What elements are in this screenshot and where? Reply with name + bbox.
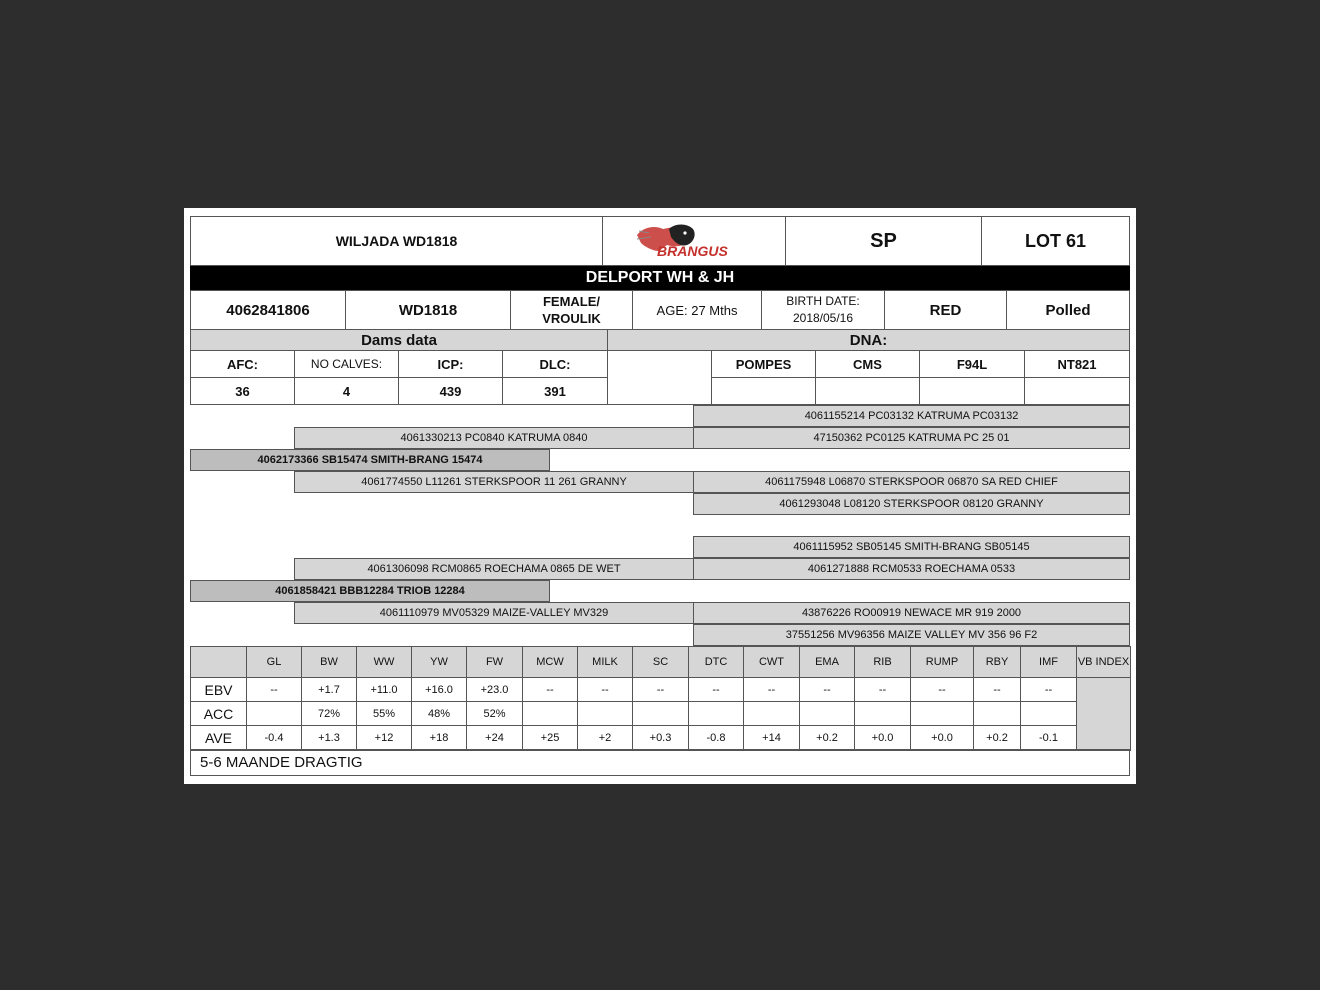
- ebv-value-cell: 72%: [301, 701, 357, 726]
- animal-tag: WD1818: [345, 290, 511, 330]
- nt821-value: [1024, 377, 1130, 405]
- ebv-value-cell: +0.0: [854, 725, 911, 751]
- sale-lot-card: [184, 208, 1136, 784]
- ebv-column-header: CWT: [743, 646, 800, 678]
- ebv-value-cell: [854, 701, 911, 726]
- ebv-column-header: WW: [356, 646, 412, 678]
- dams-data-title: Dams data: [190, 329, 608, 351]
- brangus-logo: [602, 216, 786, 266]
- ebv-value-cell: +25: [522, 725, 578, 751]
- lot-number: LOT 61: [981, 216, 1130, 266]
- dna-title: DNA:: [607, 329, 1130, 351]
- dlc-header: DLC:: [502, 350, 608, 378]
- ebv-value-cell: [577, 701, 633, 726]
- horn-status: Polled: [1006, 290, 1130, 330]
- ebv-column-header: MCW: [522, 646, 578, 678]
- no-calves-value: 4: [294, 377, 399, 405]
- pedigree-dam-dam-dam: 37551256 MV96356 MAIZE VALLEY MV 356 96 F2: [693, 624, 1130, 646]
- ebv-value-cell: [910, 701, 974, 726]
- ebv-value-cell: --: [1020, 677, 1077, 702]
- ebv-value-cell: --: [910, 677, 974, 702]
- pedigree-dam-sire: 4061306098 RCM0865 ROECHAMA 0865 DE WET: [294, 558, 694, 580]
- nt821-header: NT821: [1024, 350, 1130, 378]
- ebv-value-cell: --: [799, 677, 855, 702]
- pedigree-sire-dam-dam: 4061293048 L08120 STERKSPOOR 08120 GRANNY: [693, 493, 1130, 515]
- cms-value: [815, 377, 920, 405]
- ebv-value-cell: -0.8: [688, 725, 744, 751]
- ebv-value-cell: [522, 701, 578, 726]
- dna-blank-cell: [607, 350, 712, 405]
- pedigree-sire-dam: 4061774550 L11261 STERKSPOOR 11 261 GRANNY: [294, 471, 694, 493]
- ebv-value-cell: +0.2: [799, 725, 855, 751]
- pedigree-dam-dam-sire: 43876226 RO00919 NEWACE MR 919 2000: [693, 602, 1130, 624]
- ebv-value-cell: +11.0: [356, 677, 412, 702]
- ebv-value-cell: [743, 701, 800, 726]
- ebv-value-cell: --: [688, 677, 744, 702]
- ebv-column-header: DTC: [688, 646, 744, 678]
- ebv-column-header: EMA: [799, 646, 855, 678]
- ebv-column-header: SC: [632, 646, 689, 678]
- pompes-value: [711, 377, 816, 405]
- pedigree-sire-dam-sire: 4061175948 L06870 STERKSPOOR 06870 SA RED CHIEF: [693, 471, 1130, 493]
- pedigree-sire-sire-sire: 4061155214 PC03132 KATRUMA PC03132: [693, 405, 1130, 427]
- animal-id: 4062841806: [190, 290, 346, 330]
- ebv-value-cell: [1020, 701, 1077, 726]
- ebv-column-header: RUMP: [910, 646, 974, 678]
- breeder-name: DELPORT WH & JH: [190, 266, 1130, 290]
- pedigree-sire-sire-dam: 47150362 PC0125 KATRUMA PC 25 01: [693, 427, 1130, 449]
- ebv-value-cell: [799, 701, 855, 726]
- ebv-value-cell: --: [854, 677, 911, 702]
- ebv-column-header: IMF: [1020, 646, 1077, 678]
- birth-date-label: BIRTH DATE:: [786, 294, 860, 308]
- ebv-value-cell: +0.0: [910, 725, 974, 751]
- ebv-value-cell: +12: [356, 725, 412, 751]
- registration-code: SP: [785, 216, 982, 266]
- vb-index-header: VB INDEX: [1076, 646, 1131, 678]
- vb-index-value: [1076, 677, 1131, 751]
- pedigree-sire-sire: 4061330213 PC0840 KATRUMA 0840: [294, 427, 694, 449]
- birth-date-cell: [761, 290, 885, 330]
- ebv-row-label: EBV: [190, 677, 247, 702]
- ebv-value-cell: +14: [743, 725, 800, 751]
- f94l-header: F94L: [919, 350, 1025, 378]
- ebv-value-cell: --: [522, 677, 578, 702]
- pedigree-sire: 4062173366 SB15474 SMITH-BRANG 15474: [190, 449, 550, 471]
- ebv-value-cell: 52%: [466, 701, 523, 726]
- birth-date-value: 2018/05/16: [792, 311, 854, 325]
- animal-sex: FEMALE/ VROULIK: [510, 290, 633, 330]
- ebv-value-cell: -0.1: [1020, 725, 1077, 751]
- ebv-value-cell: +0.2: [973, 725, 1021, 751]
- ebv-value-cell: --: [577, 677, 633, 702]
- cms-header: CMS: [815, 350, 920, 378]
- animal-age: AGE: 27 Mths: [632, 290, 762, 330]
- comment: 5-6 MAANDE DRAGTIG: [190, 749, 1130, 776]
- dlc-value: 391: [502, 377, 608, 405]
- animal-colour: RED: [884, 290, 1007, 330]
- ebv-value-cell: 48%: [411, 701, 467, 726]
- ebv-corner-cell: [190, 646, 247, 678]
- ebv-row-label: ACC: [190, 701, 247, 726]
- icp-value: 439: [398, 377, 503, 405]
- ebv-row-label: AVE: [190, 725, 247, 751]
- ebv-value-cell: +2: [577, 725, 633, 751]
- ebv-value-cell: +18: [411, 725, 467, 751]
- logo-text: BRANGUS: [657, 243, 728, 259]
- ebv-column-header: BW: [301, 646, 357, 678]
- ebv-value-cell: -0.4: [246, 725, 302, 751]
- ebv-value-cell: +0.3: [632, 725, 689, 751]
- ebv-value-cell: +24: [466, 725, 523, 751]
- ebv-value-cell: [688, 701, 744, 726]
- ebv-value-cell: +1.7: [301, 677, 357, 702]
- ebv-value-cell: +23.0: [466, 677, 523, 702]
- ebv-column-header: MILK: [577, 646, 633, 678]
- afc-header: AFC:: [190, 350, 295, 378]
- animal-name: WILJADA WD1818: [190, 216, 603, 266]
- ebv-column-header: RBY: [973, 646, 1021, 678]
- ebv-column-header: YW: [411, 646, 467, 678]
- afc-value: 36: [190, 377, 295, 405]
- ebv-column-header: RIB: [854, 646, 911, 678]
- ebv-value-cell: --: [973, 677, 1021, 702]
- no-calves-header: NO CALVES:: [294, 350, 399, 378]
- ebv-value-cell: +16.0: [411, 677, 467, 702]
- icp-header: ICP:: [398, 350, 503, 378]
- ebv-value-cell: +1.3: [301, 725, 357, 751]
- ebv-value-cell: --: [246, 677, 302, 702]
- pedigree-dam-dam: 4061110979 MV05329 MAIZE-VALLEY MV329: [294, 602, 694, 624]
- ebv-value-cell: [246, 701, 302, 726]
- pompes-header: POMPES: [711, 350, 816, 378]
- ebv-value-cell: --: [743, 677, 800, 702]
- pedigree-dam-sire-dam: 4061271888 RCM0533 ROECHAMA 0533: [693, 558, 1130, 580]
- ebv-value-cell: [973, 701, 1021, 726]
- ebv-value-cell: [632, 701, 689, 726]
- ebv-table: [190, 646, 1130, 750]
- ebv-value-cell: --: [632, 677, 689, 702]
- pedigree-dam-sire-sire: 4061115952 SB05145 SMITH-BRANG SB05145: [693, 536, 1130, 558]
- f94l-value: [919, 377, 1025, 405]
- pedigree-dam: 4061858421 BBB12284 TRIOB 12284: [190, 580, 550, 602]
- ebv-column-header: FW: [466, 646, 523, 678]
- ebv-value-cell: 55%: [356, 701, 412, 726]
- ebv-column-header: GL: [246, 646, 302, 678]
